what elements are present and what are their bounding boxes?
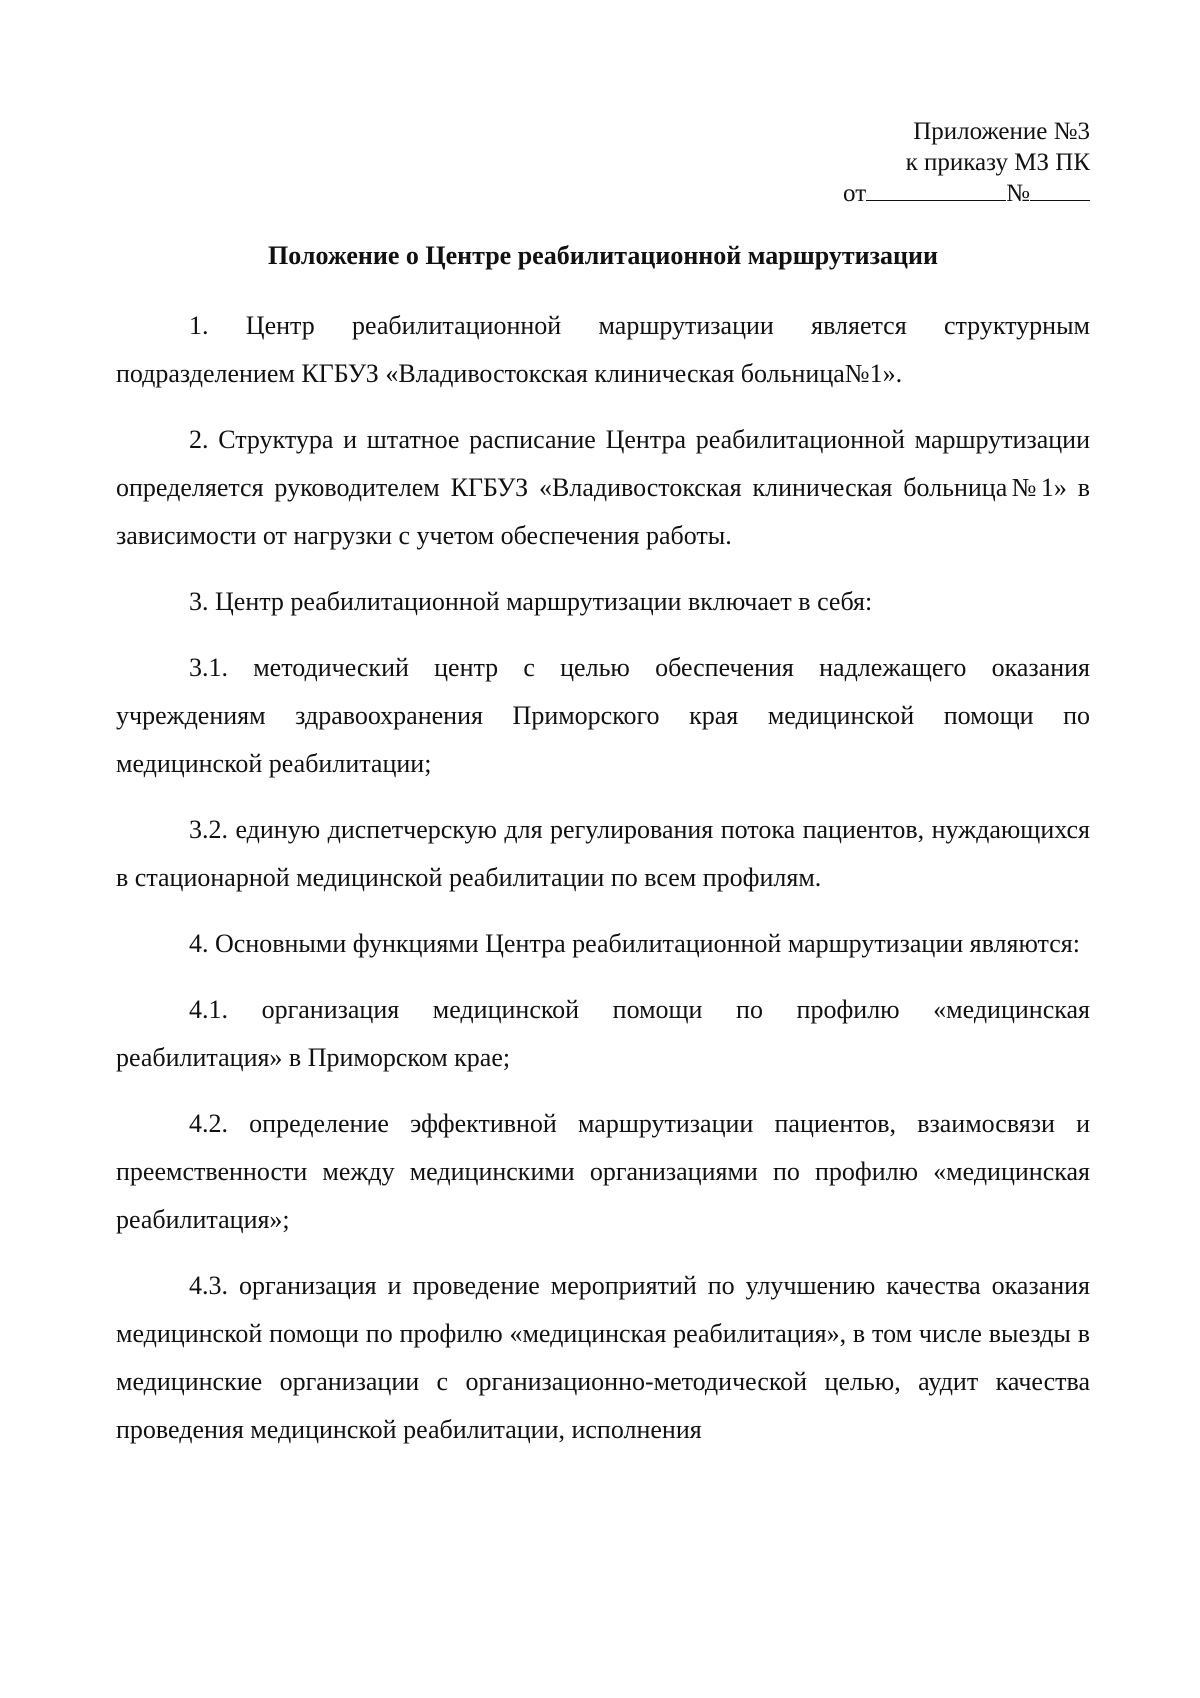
appendix-number: Приложение №3 (913, 118, 1090, 145)
order-reference: к приказу МЗ ПК (905, 149, 1090, 176)
order-date-line (843, 178, 1090, 209)
number-blank (1030, 178, 1090, 201)
paragraph-3: 3. Центр реабилитационной маршрутизации включает в себя: (189, 587, 873, 616)
paragraph-4: 4. Основными функциями Центра реабилитационной маршрутизации являются: (189, 929, 1080, 958)
paragraph-3-2: 3.2. единую диспетчерскую для регулирования потока пациентов, нуждающихся в стационарной медицинской реабилитации по всем профилям. (116, 815, 1090, 892)
paragraph-4-1: 4.1. организация медицинской помощи по профилю «медицинская реабилитация» в Приморском крае; (116, 995, 1090, 1072)
paragraph-4-3: 4.3. организация и проведение мероприятий по улучшению качества оказания медицинской помощи по профилю «медицинская реабилитация», в том числе выезды в медицинские организации с организационно-методической целью, аудит качества проведения медицинской реабилитации, исполнения (116, 1271, 1090, 1444)
paragraph-4-2: 4.2. определение эффективной маршрутизации пациентов, взаимосвязи и преемственности между медицинскими организациями по профилю «медицинская реабилитация»; (116, 1109, 1090, 1234)
document-title: Положение о Центре реабилитационной маршрутизации (268, 241, 938, 270)
document-body (116, 302, 1090, 1472)
paragraph-2: 2. Структура и штатное расписание Центра реабилитационной маршрутизации определяется руководителем КГБУЗ «Владивостокская клиническая больница№1» в зависимости от нагрузки с учетом обеспечения работы. (116, 425, 1090, 550)
date-blank (866, 178, 1006, 201)
paragraph-1: 1. Центр реабилитационной маршрутизации является структурным подразделением КГБУЗ «Владивостокская клиническая больница№1». (116, 311, 1090, 388)
appendix-header (843, 116, 1090, 209)
paragraph-3-1: 3.1. методический центр с целью обеспечения надлежащего оказания учреждениям здравоохранения Приморского края медицинской помощи по медицинской реабилитации; (116, 653, 1090, 778)
date-prefix: от (843, 180, 867, 207)
number-sign: № (1006, 180, 1030, 207)
document-page (116, 0, 1090, 1698)
